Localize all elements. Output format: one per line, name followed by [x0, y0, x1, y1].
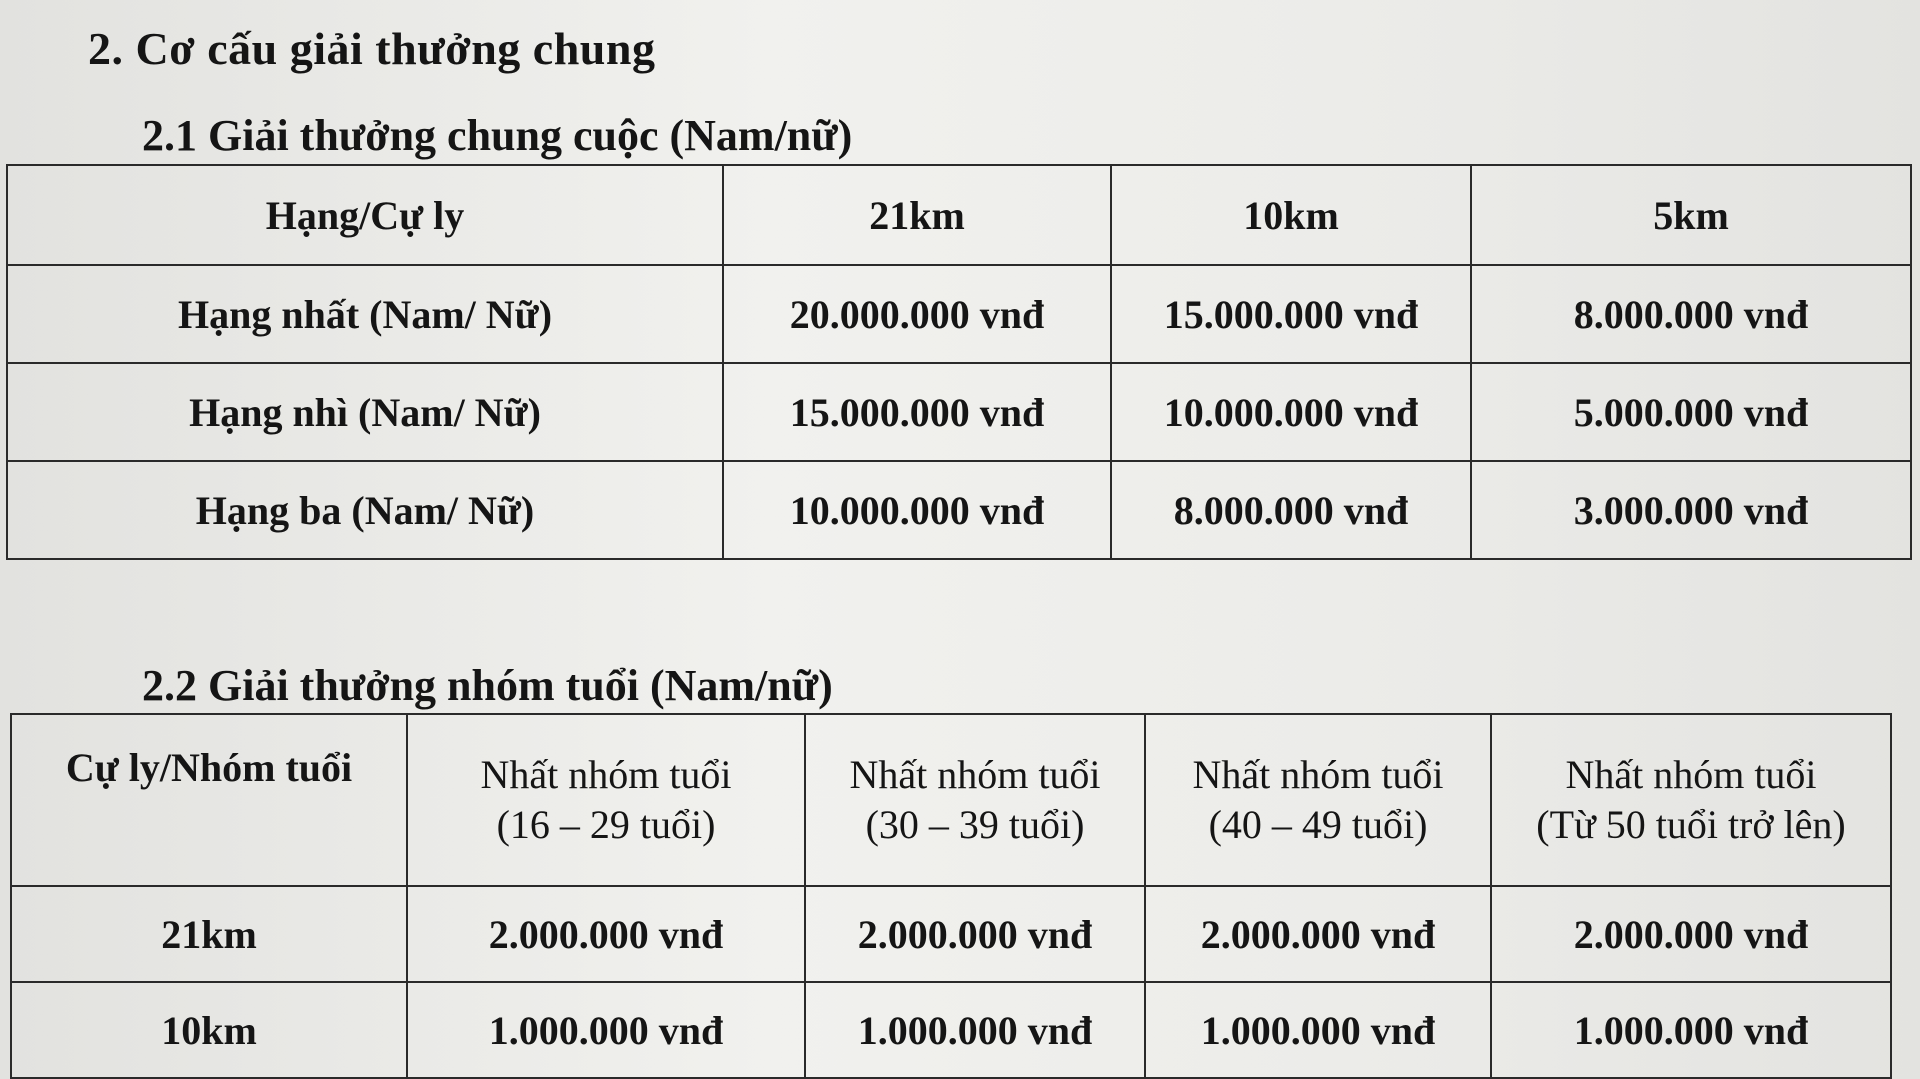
header-cell [805, 714, 1145, 886]
header-line: Nhất nhóm tuổi [1565, 752, 1817, 797]
table-row [7, 461, 1911, 559]
header-line: Nhất nhóm tuổi [1192, 752, 1444, 797]
prize-cell: 1.000.000 vnđ [407, 982, 805, 1078]
prize-cell: 8.000.000 vnđ [1471, 265, 1911, 363]
header-line: (Từ 50 tuổi trở lên) [1536, 802, 1846, 847]
rank-cell: Hạng ba (Nam/ Nữ) [7, 461, 723, 559]
prize-cell: 15.000.000 vnđ [723, 363, 1111, 461]
prize-cell: 2.000.000 vnđ [805, 886, 1145, 982]
prize-cell: 20.000.000 vnđ [723, 265, 1111, 363]
overall-prize-table [6, 164, 1912, 560]
section-title: 2. Cơ cấu giải thưởng chung [88, 23, 656, 74]
distance-cell: 10km [11, 982, 407, 1078]
header-line: Nhất nhóm tuổi [480, 752, 732, 797]
prize-cell: 2.000.000 vnđ [407, 886, 805, 982]
prize-cell: 1.000.000 vnđ [805, 982, 1145, 1078]
header-line: (40 – 49 tuổi) [1208, 802, 1428, 847]
age-group-prize-title: 2.2 Giải thưởng nhóm tuổi (Nam/nữ) [142, 661, 833, 710]
prize-cell: 1.000.000 vnđ [1145, 982, 1491, 1078]
header-line: Nhất nhóm tuổi [849, 752, 1101, 797]
prize-cell: 2.000.000 vnđ [1145, 886, 1491, 982]
prize-cell: 1.000.000 vnđ [1491, 982, 1891, 1078]
header-cell [1145, 714, 1491, 886]
rank-cell: Hạng nhì (Nam/ Nữ) [7, 363, 723, 461]
table-row [7, 265, 1911, 363]
header-cell: Hạng/Cự ly [7, 165, 723, 265]
prize-cell: 15.000.000 vnđ [1111, 265, 1471, 363]
header-cell: 5km [1471, 165, 1911, 265]
header-line: (16 – 29 tuổi) [496, 802, 716, 847]
prize-cell: 5.000.000 vnđ [1471, 363, 1911, 461]
prize-cell: 3.000.000 vnđ [1471, 461, 1911, 559]
prize-cell: 2.000.000 vnđ [1491, 886, 1891, 982]
age-group-prize-table [10, 713, 1892, 1079]
overall-prize-title: 2.1 Giải thưởng chung cuộc (Nam/nữ) [142, 111, 853, 160]
table-row [11, 886, 1891, 982]
header-cell: 21km [723, 165, 1111, 265]
header-cell: 10km [1111, 165, 1471, 265]
table-row [7, 363, 1911, 461]
header-cell: Cự ly/Nhóm tuổi [11, 714, 407, 886]
prize-cell: 10.000.000 vnđ [1111, 363, 1471, 461]
header-cell [407, 714, 805, 886]
prize-cell: 10.000.000 vnđ [723, 461, 1111, 559]
rank-cell: Hạng nhất (Nam/ Nữ) [7, 265, 723, 363]
table-row [11, 982, 1891, 1078]
prize-cell: 8.000.000 vnđ [1111, 461, 1471, 559]
header-line: (30 – 39 tuổi) [865, 802, 1085, 847]
distance-cell: 21km [11, 886, 407, 982]
table-header-row [11, 714, 1891, 886]
header-cell [1491, 714, 1891, 886]
table-header-row [7, 165, 1911, 265]
